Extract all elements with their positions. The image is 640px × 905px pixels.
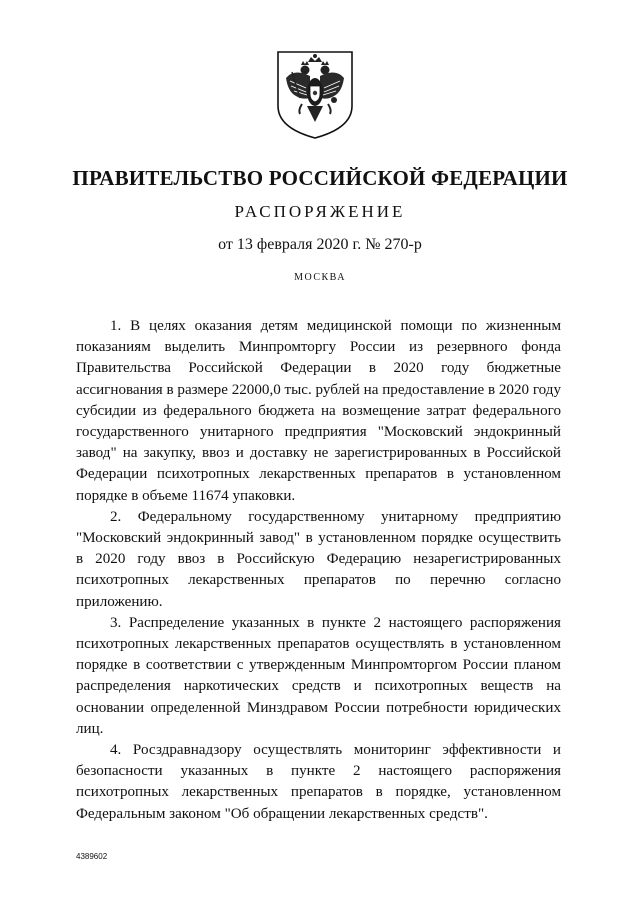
coat-of-arms-icon (272, 48, 358, 140)
paragraph-4: 4. Росздравнадзору осуществлять мониторинг эффективности и безопасности указанных в пункте 2 настоящего распоряжения психотропных лекарственных препаратов в порядке, установленном Федеральным законом "Об обращении лекарственных средств". (76, 742, 561, 822)
document-type: РАСПОРЯЖЕНИЕ (234, 202, 406, 221)
city: МОСКВА (294, 272, 346, 283)
paragraph-1: 1. В целях оказания детям медицинской помощи по жизненным показаниям выделить Минпромторгу России из резервного фонда Правительства Российской Федерации в 2020 году бюджетные ассигнования в размере 22000,0 тыс. рублей на предоставление в 2020 году субсидии из федерального бюджета на возмещение затрат федерального государственного унитарного предприятия "Московский эндокринный завод" на закупку, ввоз и доставку не зарегистрированных в Российской Федерации психотропных лекарственных препаратов в установленном порядке в объеме 11674 упаковки. (76, 318, 561, 504)
document-body (76, 316, 561, 825)
date-number: от 13 февраля 2020 г. № 270-р (218, 236, 422, 253)
paragraph-2: 2. Федеральному государственному унитарному предприятию "Московский эндокринный завод" в установленном порядке осуществить в 2020 году ввоз в Российскую Федерацию незарегистрированных психотропных лекарственных препаратов по перечню согласно приложению. (76, 508, 561, 610)
document-code: 4389602 (76, 852, 108, 861)
government-title: ПРАВИТЕЛЬСТВО РОССИЙСКОЙ ФЕДЕРАЦИИ (72, 166, 568, 190)
paragraph-3: 3. Распределение указанных в пункте 2 настоящего распоряжения психотропных лекарственных препаратов осуществлять в установленном порядке в соответствии с утвержденным Минпромторгом России планом распределения наркотических средств и психотропных веществ на основании определенной Минздравом России потребности юридических лиц. (76, 614, 561, 737)
